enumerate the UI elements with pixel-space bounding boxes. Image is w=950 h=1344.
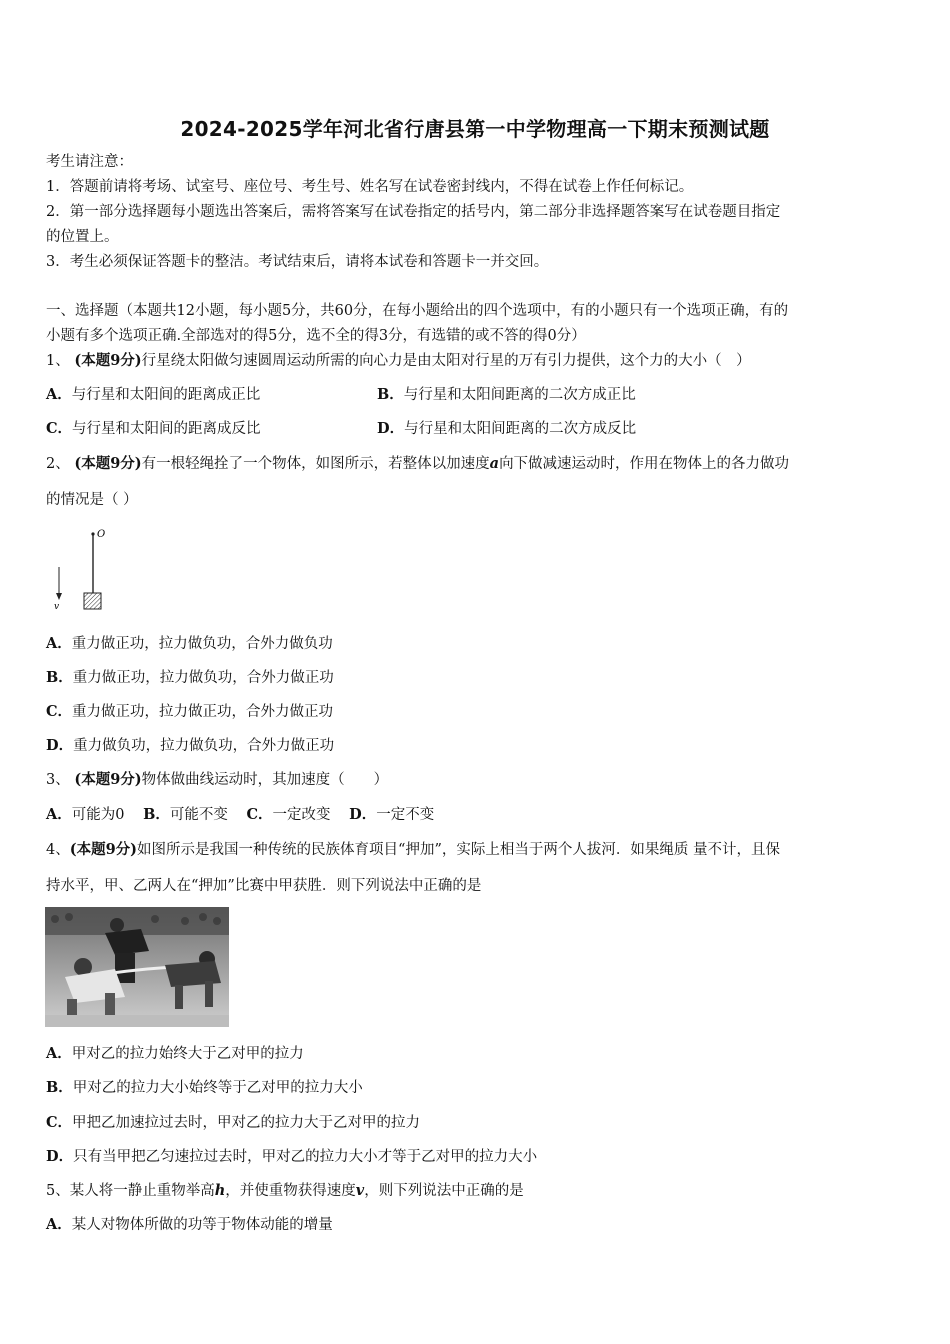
q2-option-a[interactable] [46, 634, 333, 654]
option-label: D． [349, 806, 377, 823]
q1-option-c[interactable] [46, 419, 261, 439]
option-text: 甲对乙的拉力大小始终等于乙对甲的拉力大小 [72, 1080, 363, 1096]
q3-option-a[interactable] [46, 807, 125, 823]
question-tag: (本题9分) [74, 771, 142, 788]
option-text: 甲把乙加速拉过去时，甲对乙的拉力大于乙对甲的拉力 [72, 1115, 421, 1131]
question-2-stem-cont: 的情况是（ ） [46, 492, 138, 508]
question-tag: (本题9分) [74, 455, 142, 472]
variable-h: h [214, 1182, 226, 1199]
option-text: 一定不变 [376, 807, 435, 823]
question-number: 2、 [46, 456, 70, 472]
question-1-stem [46, 351, 751, 371]
option-text: 重力做正功，拉力做正功，合外力做正功 [72, 704, 334, 720]
q1-option-b[interactable] [377, 385, 636, 405]
option-label: A． [46, 1216, 72, 1233]
arrow-head-icon [56, 593, 62, 600]
option-label: D． [46, 737, 74, 754]
question-3-stem [46, 770, 388, 790]
option-text: 可能不变 [169, 807, 228, 823]
option-label: A． [46, 1045, 72, 1062]
option-label: A． [46, 386, 72, 403]
question-text: 物体做曲线运动时，其加速度（ ） [141, 772, 389, 788]
question-number: 1、 [46, 353, 70, 369]
option-text: 与行星和太阳间距离的二次方成反比 [404, 421, 637, 437]
q3-option-d[interactable] [349, 807, 434, 823]
question-2-stem [46, 454, 789, 474]
q1-option-a[interactable] [46, 385, 260, 405]
question-text: 有一根轻绳拴了一个物体，如图所示，若整体以加速度 [141, 456, 490, 472]
notice-item-3: 3．考生必须保证答题卡的整洁。考试结束后，请将本试卷和答题卡一并交回。 [46, 254, 549, 270]
label-v: v [54, 602, 60, 612]
q3-option-c[interactable] [246, 807, 330, 823]
q2-option-c[interactable] [46, 702, 333, 722]
variable-v: v [355, 1182, 365, 1199]
question-text: 如图所示是我国一种传统的民族体育项目“押加”，实际上相当于两个人拔河．如果绳质 量不计，且保 [137, 842, 780, 858]
q3-option-b[interactable] [143, 807, 228, 823]
question-5-stem [46, 1181, 524, 1201]
option-label: C． [46, 420, 73, 437]
option-label: B． [377, 386, 404, 403]
question-tag: (本题9分) [74, 352, 142, 369]
question-number: 3、 [46, 772, 70, 788]
option-text: 一定改变 [272, 807, 331, 823]
section-heading-line2: 小题有多个选项正确.全部选对的得5分，选不全的得3分，有选错的或不答的得0分） [46, 328, 586, 344]
option-label: D． [377, 420, 405, 437]
q3-options-row [46, 805, 434, 825]
option-label: C． [46, 703, 73, 720]
option-label: D． [46, 1148, 74, 1165]
q4-option-b[interactable] [46, 1078, 363, 1098]
option-text: 与行星和太阳间的距离成反比 [72, 421, 261, 437]
option-label: A． [46, 806, 72, 823]
notice-item-2-cont: 的位置上。 [46, 229, 119, 245]
question-text: 行星绕太阳做匀速圆周运动所需的向心力是由太阳对行星的万有引力提供，这个力的大小（ ） [141, 353, 751, 369]
notice-item-1: 1．答题前请将考场、试室号、座位号、考生号、姓名写在试卷密封线内，不得在试卷上作任何标记。 [46, 179, 694, 195]
section-heading-line1: 一、选择题（本题共12小题，每小题5分，共60分，在每小题给出的四个选项中，有的小题只有一个选项正确，有的 [46, 303, 789, 319]
notice-heading: 考生请注意： [46, 154, 133, 170]
option-text: 甲对乙的拉力始终大于乙对甲的拉力 [71, 1046, 304, 1062]
q4-option-c[interactable] [46, 1113, 420, 1133]
option-text: 可能为0 [71, 807, 125, 823]
notice-item-2: 2．第一部分选择题每小题选出答案后，需将答案写在试卷指定的括号内，第二部分非选择题答案写在试卷题目指定 [46, 204, 781, 220]
rope-object-figure [48, 527, 118, 617]
option-text: 重力做正功，拉力做负功，合外力做负功 [71, 636, 333, 652]
option-label: B． [143, 806, 170, 823]
option-text: 重力做负功，拉力做负功，合外力做正功 [73, 738, 335, 754]
question-4-stem [46, 840, 780, 860]
question-number: 4、 [46, 842, 70, 858]
option-label: A． [46, 635, 72, 652]
hanging-block [84, 593, 101, 609]
option-label: C． [246, 806, 273, 823]
option-label: B． [46, 669, 73, 686]
tug-of-war-photo [45, 907, 229, 1027]
question-number: 5、 [46, 1183, 70, 1199]
question-text: 向下做减速运动时，作用在物体上的各力做功 [499, 456, 790, 472]
floor [45, 1015, 229, 1027]
option-label: B． [46, 1079, 73, 1096]
page-title: 2024-2025学年河北省行唐县第一中学物理高一下期末预测试题 [180, 117, 770, 141]
q5-option-a[interactable] [46, 1215, 333, 1235]
q1-option-d[interactable] [377, 419, 636, 439]
option-label: C． [46, 1114, 73, 1131]
option-text: 只有当甲把乙匀速拉过去时，甲对乙的拉力大小才等于乙对甲的拉力大小 [73, 1149, 538, 1165]
variable-a: a [489, 455, 500, 472]
label-o: O [97, 529, 106, 540]
question-text: ，并使重物获得速度 [225, 1183, 356, 1199]
question-tag: (本题9分) [69, 841, 138, 858]
q2-option-b[interactable] [46, 668, 334, 688]
pivot-point [91, 532, 94, 535]
question-4-stem-cont: 持水平，甲、乙两人在“押加”比赛中甲获胜．则下列说法中正确的是 [46, 878, 482, 894]
q2-option-d[interactable] [46, 736, 334, 756]
question-text: ，则下列说法中正确的是 [364, 1183, 524, 1199]
q4-option-a[interactable] [46, 1044, 304, 1064]
option-text: 与行星和太阳间距离的二次方成正比 [403, 387, 636, 403]
option-text: 与行星和太阳间的距离成正比 [71, 387, 261, 403]
q4-option-d[interactable] [46, 1147, 537, 1167]
question-text: 某人将一静止重物举高 [69, 1183, 215, 1199]
option-text: 某人对物体所做的功等于物体动能的增量 [71, 1217, 333, 1233]
option-text: 重力做正功，拉力做负功，合外力做正功 [72, 670, 334, 686]
